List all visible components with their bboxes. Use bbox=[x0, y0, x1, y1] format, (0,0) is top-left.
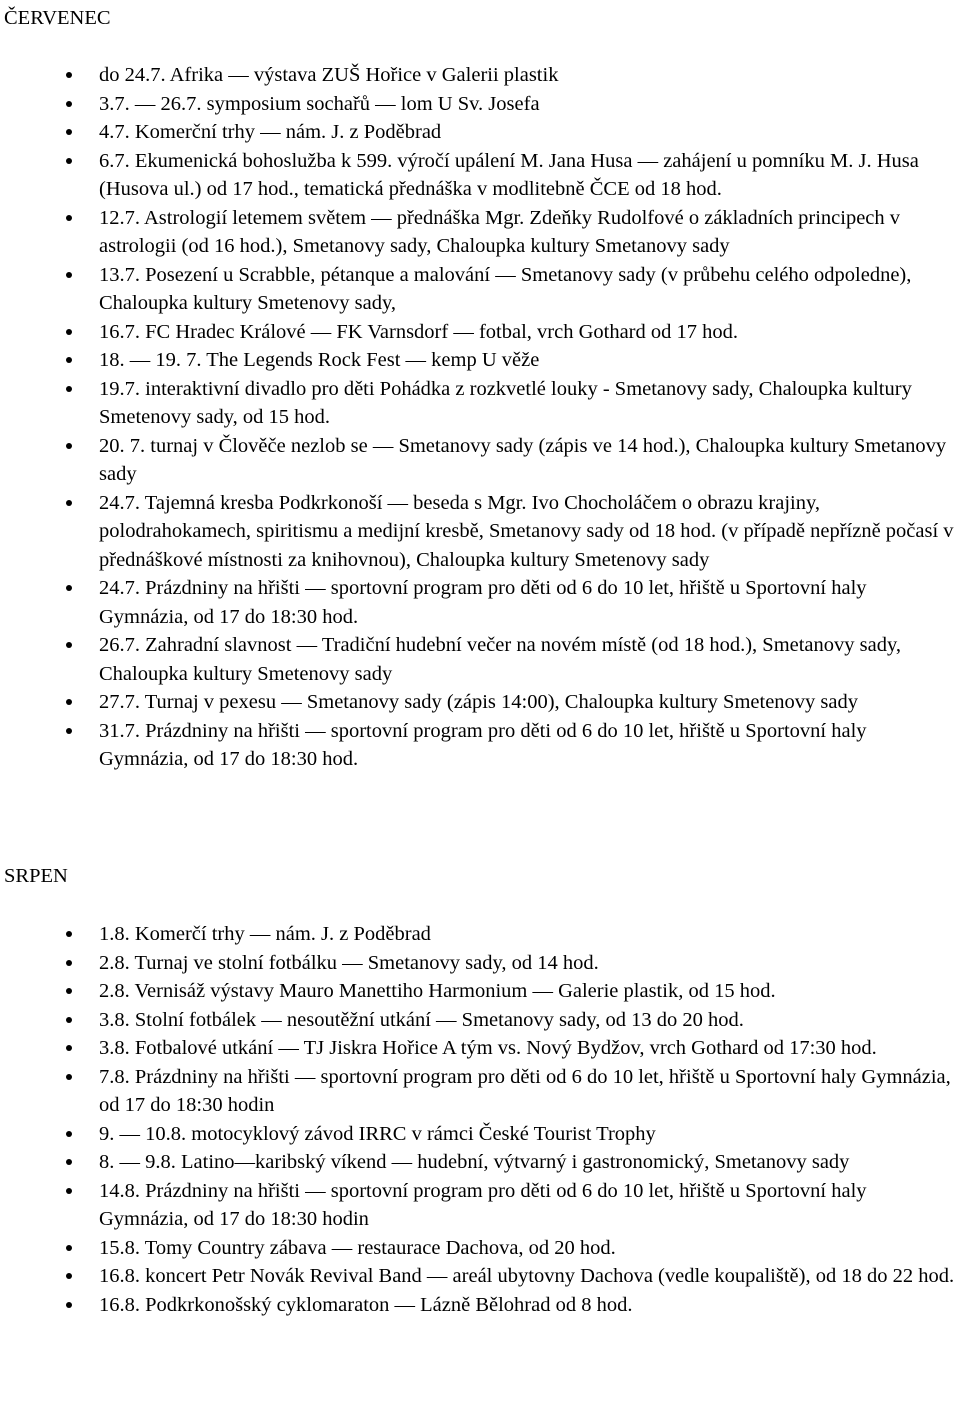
list-item: 26.7. Zahradní slavnost — Tradiční hudební večer na novém místě (od 18 hod.), Smetanovy sady, Chaloupka kultury Smetenovy sady bbox=[99, 631, 959, 688]
august-event-list bbox=[99, 920, 959, 1319]
list-item: 2.8. Turnaj ve stolní fotbálku — Smetanovy sady, od 14 hod. bbox=[99, 949, 959, 978]
list-item: 8. — 9.8. Latino—karibský víkend — hudební, výtvarný i gastronomický, Smetanovy sady bbox=[99, 1148, 959, 1177]
list-item: 9. — 10.8. motocyklový závod IRRC v rámci České Tourist Trophy bbox=[99, 1120, 959, 1149]
list-item: 15.8. Tomy Country zábava — restaurace Dachova, od 20 hod. bbox=[99, 1234, 959, 1263]
list-item: 24.7. Prázdniny na hřišti — sportovní program pro děti od 6 do 10 let, hřiště u Sportovní haly Gymnázia, od 17 do 18:30 hod. bbox=[99, 574, 959, 631]
list-item: 1.8. Komerčí trhy — nám. J. z Poděbrad bbox=[99, 920, 959, 949]
list-item: 16.8. koncert Petr Novák Revival Band — areál ubytovny Dachova (vedle koupaliště), od 18 do 22 hod. bbox=[99, 1262, 959, 1291]
list-item: do 24.7. Afrika — výstava ZUŠ Hořice v Galerii plastik bbox=[99, 61, 959, 90]
list-item: 4.7. Komerční trhy — nám. J. z Poděbrad bbox=[99, 118, 959, 147]
list-item: 3.8. Fotbalové utkání — TJ Jiskra Hořice A tým vs. Nový Bydžov, vrch Gothard od 17:30 hod. bbox=[99, 1034, 959, 1063]
list-item: 18. — 19. 7. The Legends Rock Fest — kemp U věže bbox=[99, 346, 959, 375]
list-item: 31.7. Prázdniny na hřišti — sportovní program pro děti od 6 do 10 let, hřiště u Sportovní haly Gymnázia, od 17 do 18:30 hod. bbox=[99, 717, 959, 774]
list-item: 27.7. Turnaj v pexesu — Smetanovy sady (zápis 14:00), Chaloupka kultury Smetenovy sady bbox=[99, 688, 959, 717]
list-item: 12.7. Astrologií letemem světem — přednáška Mgr. Zdeňky Rudolfové o základních principech v astrologii (od 16 hod.), Smetanovy sady, Chaloupka kultury Smetanovy sady bbox=[99, 204, 959, 261]
list-item: 3.7. — 26.7. symposium sochařů — lom U Sv. Josefa bbox=[99, 90, 959, 119]
list-item: 6.7. Ekumenická bohoslužba k 599. výročí upálení M. Jana Husa — zahájení u pomníku M. J. Husa (Husova ul.) od 17 hod., tematická přednáška v modlitebně ČCE od 18 hod. bbox=[99, 147, 959, 204]
list-item: 2.8. Vernisáž výstavy Mauro Manettiho Harmonium — Galerie plastik, od 15 hod. bbox=[99, 977, 959, 1006]
list-item: 7.8. Prázdniny na hřišti — sportovní program pro děti od 6 do 10 let, hřiště u Sportovní haly Gymnázia, od 17 do 18:30 hodin bbox=[99, 1063, 959, 1120]
month-heading-july: ČERVENEC bbox=[4, 7, 111, 29]
july-event-list bbox=[99, 61, 959, 774]
list-item: 3.8. Stolní fotbálek — nesoutěžní utkání — Smetanovy sady, od 13 do 20 hod. bbox=[99, 1006, 959, 1035]
list-item: 20. 7. turnaj v Člověče nezlob se — Smetanovy sady (zápis ve 14 hod.), Chaloupka kultury Smetanovy sady bbox=[99, 432, 959, 489]
list-item: 14.8. Prázdniny na hřišti — sportovní program pro děti od 6 do 10 let, hřiště u Sportovní haly Gymnázia, od 17 do 18:30 hodin bbox=[99, 1177, 959, 1234]
list-item: 13.7. Posezení u Scrabble, pétanque a malování — Smetanovy sady (v průbehu celého odpoledne), Chaloupka kultury Smetenovy sady, bbox=[99, 261, 959, 318]
list-item: 16.8. Podkrkonošský cyklomaraton — Lázně Bělohrad od 8 hod. bbox=[99, 1291, 959, 1320]
list-item: 16.7. FC Hradec Králové — FK Varnsdorf — fotbal, vrch Gothard od 17 hod. bbox=[99, 318, 959, 347]
month-heading-august: SRPEN bbox=[4, 865, 68, 887]
list-item: 19.7. interaktivní divadlo pro děti Pohádka z rozkvetlé louky - Smetanovy sady, Chaloupka kultury Smetenovy sady, od 15 hod. bbox=[99, 375, 959, 432]
list-item: 24.7. Tajemná kresba Podkrkonoší — beseda s Mgr. Ivo Chocholáčem o obrazu krajiny, polodrahokamech, spiritismu a medijní kresbě, Smetanovy sady od 18 hod. (v případě nepřízně počasí v přednáškové místnosti za knihovnou), Chaloupka kultury Smetenovy sady bbox=[99, 489, 959, 575]
